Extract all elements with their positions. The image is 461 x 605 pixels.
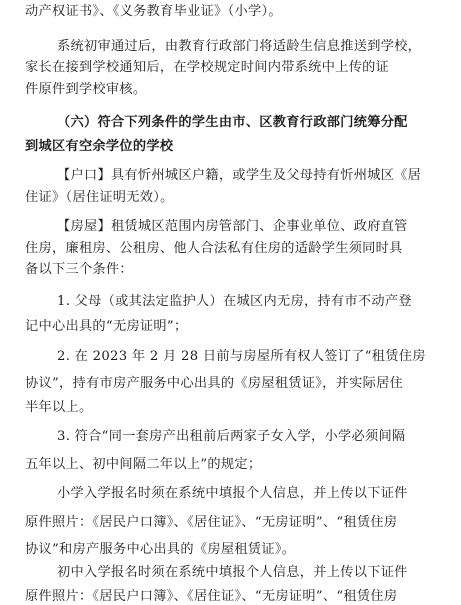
text-line: 2. 在 2023 年 2 月 28 日前与房屋所有权人签订了“租赁住房 bbox=[57, 349, 426, 364]
text-line: 五年以上、初中间隔二年以上”的规定； bbox=[25, 457, 262, 472]
text-line: 3. 符合“同一套房产出租前后两家子女入学，小学必须间隔 bbox=[57, 429, 406, 444]
text-line: 协议”，持有市房产服务中心出具的《房屋租赁证》，并实际居住 bbox=[25, 376, 404, 391]
text-line: 住房，廉租房、公租房、他人合法私有住房的适龄学生须同时具 bbox=[25, 241, 403, 256]
text-line: 半年以上。 bbox=[25, 400, 93, 415]
text-line: 备以下三个条件： bbox=[25, 262, 133, 277]
text-line: 【房屋】租赁城区范围内房管部门、企事业单位、政府直管 bbox=[57, 219, 408, 234]
text-line: 1. 父母（或其法定监护人）在城区内无房，持有市不动产登 bbox=[57, 294, 412, 309]
text-line: 系统初审通过后，由教育行政部门将适龄生信息推送到学校， bbox=[57, 39, 422, 54]
section-heading: （六）符合下列条件的学生由市、区教育行政部门统筹分配 bbox=[57, 115, 408, 130]
text-line: 【户口】具有忻州城区户籍，或学生及父母持有忻州城区《居 bbox=[57, 168, 422, 183]
text-line: 原件照片：《居民户口簿》、《居住证》、“无房证明”、“租赁住房 bbox=[25, 515, 398, 530]
text-line: 家长在接到学校通知后，在学校规定时间内带系统中上传的证 bbox=[25, 60, 390, 75]
text-line: 动产权证书》、《义务教育毕业证》（小学）。 bbox=[25, 4, 282, 19]
text-line: 件原件到学校审核。 bbox=[25, 82, 147, 97]
text-line: 初中入学报名时须在系统中填报个人信息，并上传以下证件 bbox=[57, 565, 408, 580]
text-line: 记中心出具的“无房证明”； bbox=[25, 319, 188, 334]
text-line: 协议”和房产服务中心出具的《房屋租赁证》。 bbox=[25, 542, 296, 557]
text-line: 原件照片：《居民户口簿》、《居住证》、“无房证明”、“租赁住房 bbox=[25, 589, 398, 604]
text-line: 住证》（居住证明无效）。 bbox=[25, 190, 174, 205]
section-heading: 到城区有空余学位的学校 bbox=[25, 139, 174, 154]
text-line: 小学入学报名时须在系统中填报个人信息，并上传以下证件 bbox=[57, 486, 408, 501]
